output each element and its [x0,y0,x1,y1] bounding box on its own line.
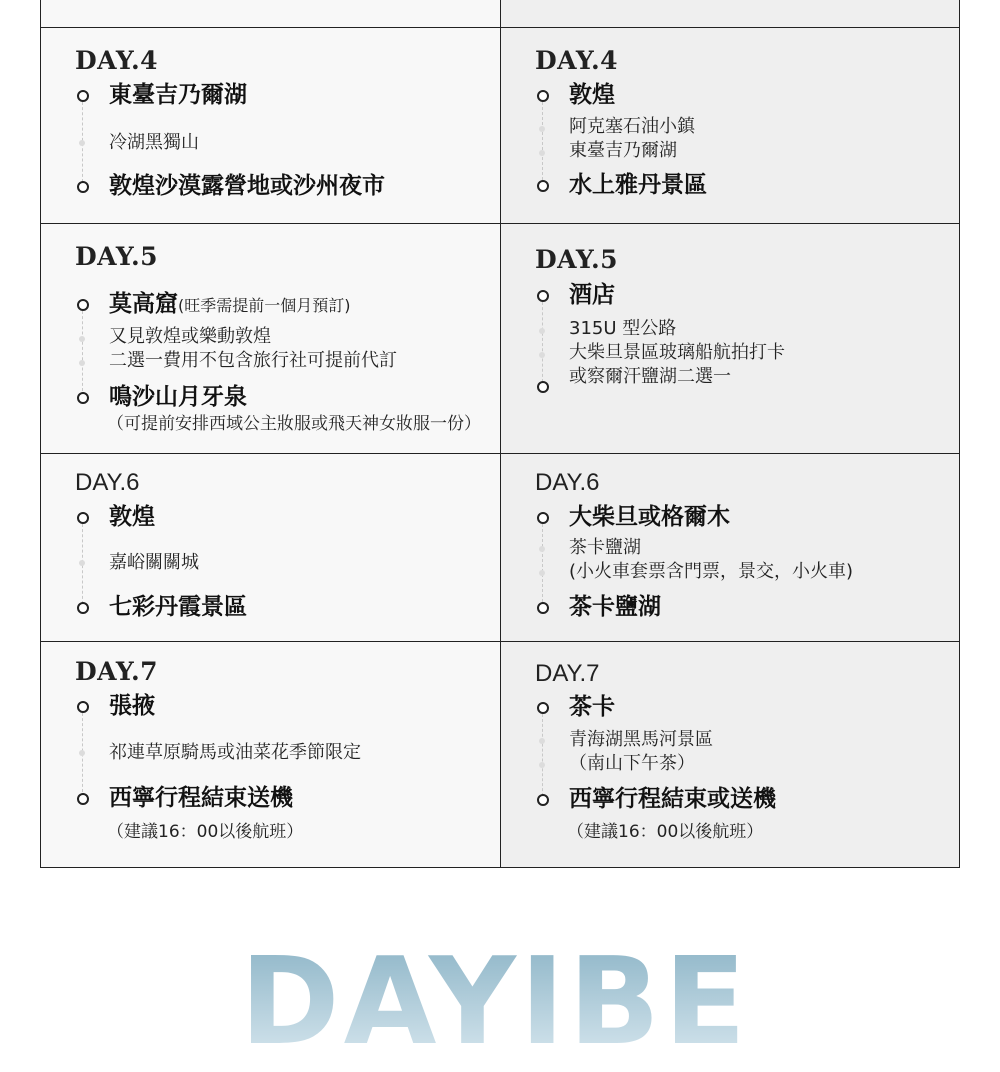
waypoint-icon [539,328,545,334]
end-marker-icon [77,181,89,193]
waypoint: 祁連草原騎馬或油菜花季節限定 [109,742,361,763]
end-note: （建議16：00以後航班） [107,822,304,842]
itinerary-row-top-partial [41,0,959,28]
route-line [542,302,543,382]
waypoint: (小火車套票含門票，景交，小火車) [569,561,854,582]
day4-left-cell [41,28,501,223]
waypoint-icon [539,126,545,132]
end-stop: 茶卡鹽湖 [569,594,661,620]
route-line [82,311,83,391]
itinerary-row-day6 [41,454,959,642]
waypoint-icon [79,560,85,566]
waypoint: 315U 型公路 [569,318,677,339]
start-marker-icon [537,90,549,102]
brand-logo-text: DAYIBEI [240,933,799,1072]
waypoint-icon [79,140,85,146]
end-marker-icon [537,794,549,806]
waypoint: 二選一費用不包含旅行社可提前代訂 [109,350,397,371]
waypoint-icon [539,762,545,768]
route-line [542,524,543,602]
end-marker-icon [537,602,549,614]
cell-left [41,0,501,27]
waypoint: 阿克塞石油小鎮 [569,116,695,137]
start-stop: 敦煌 [569,82,615,108]
itinerary-row-day7 [41,642,959,868]
start-stop: 莫高窟(旺季需提前一個月預訂) [109,291,351,317]
day5-right-cell [501,224,959,453]
brand-logo [240,933,799,1072]
end-stop: 鳴沙山月牙泉 [109,384,247,410]
waypoint: 青海湖黑馬河景區 [569,729,713,750]
start-stop: 酒店 [569,282,615,308]
day6-right-cell [501,454,959,641]
waypoint-icon [79,750,85,756]
day5-left-cell [41,224,501,453]
day-label: DAY.5 [535,245,619,274]
cell-right [501,0,959,27]
waypoint: 茶卡鹽湖 [569,537,641,558]
start-marker-icon [537,290,549,302]
waypoint-icon [539,150,545,156]
waypoint: 嘉峪關關城 [109,552,199,573]
day6-left-cell [41,454,501,641]
start-stop: 張掖 [109,693,155,719]
waypoint: 東臺吉乃爾湖 [569,140,677,161]
end-marker-icon [77,602,89,614]
route-line [542,102,543,180]
waypoint: 大柴旦景區玻璃船航拍打卡 [569,342,785,363]
end-stop: 七彩丹霞景區 [109,594,247,620]
start-stop: 敦煌 [109,504,155,530]
waypoint: （南山下午茶） [569,753,695,774]
end-stop: 敦煌沙漠露營地或沙州夜市 [109,173,385,199]
start-marker-icon [77,90,89,102]
day-label: DAY.7 [535,660,600,687]
waypoint-icon [539,546,545,552]
start-marker-icon [537,512,549,524]
itinerary-row-day5 [41,224,959,454]
end-stop: 西寧行程結束或送機 [569,786,776,812]
day-label: DAY.4 [535,46,619,75]
start-marker-icon [77,512,89,524]
waypoint-icon [79,336,85,342]
end-marker-icon [537,180,549,192]
waypoint-icon [539,738,545,744]
day-label: DAY.7 [75,657,159,686]
end-stop: 西寧行程結束送機 [109,785,293,811]
day-label: DAY.6 [75,469,140,496]
waypoint: 或察爾汗鹽湖二選一 [569,366,731,387]
waypoint: 冷湖黑獨山 [109,132,199,153]
end-stop: 水上雅丹景區 [569,172,707,198]
waypoint: 又見敦煌或樂動敦煌 [109,326,271,347]
waypoint-icon [79,360,85,366]
waypoint-icon [539,352,545,358]
end-marker-icon [77,392,89,404]
day-label: DAY.5 [75,242,159,271]
start-marker-icon [77,299,89,311]
day7-right-cell [501,642,959,867]
end-note: （建議16：00以後航班） [567,822,764,842]
day4-right-cell [501,28,959,223]
end-note: （可提前安排西域公主妝服或飛天神女妝服一份） [107,414,481,434]
route-line [542,714,543,796]
itinerary-row-day4 [41,28,959,224]
waypoint-icon [539,570,545,576]
start-stop: 大柴旦或格爾木 [569,504,730,530]
start-marker-icon [77,701,89,713]
start-stop: 東臺吉乃爾湖 [109,82,247,108]
end-marker-icon [77,793,89,805]
day7-left-cell [41,642,501,867]
day-label: DAY.4 [75,46,159,75]
itinerary-grid [40,0,960,868]
start-marker-icon [537,702,549,714]
stop-note: (旺季需提前一個月預訂) [178,296,351,315]
end-marker-icon [537,381,549,393]
start-stop: 茶卡 [569,694,615,720]
day-label: DAY.6 [535,469,600,496]
